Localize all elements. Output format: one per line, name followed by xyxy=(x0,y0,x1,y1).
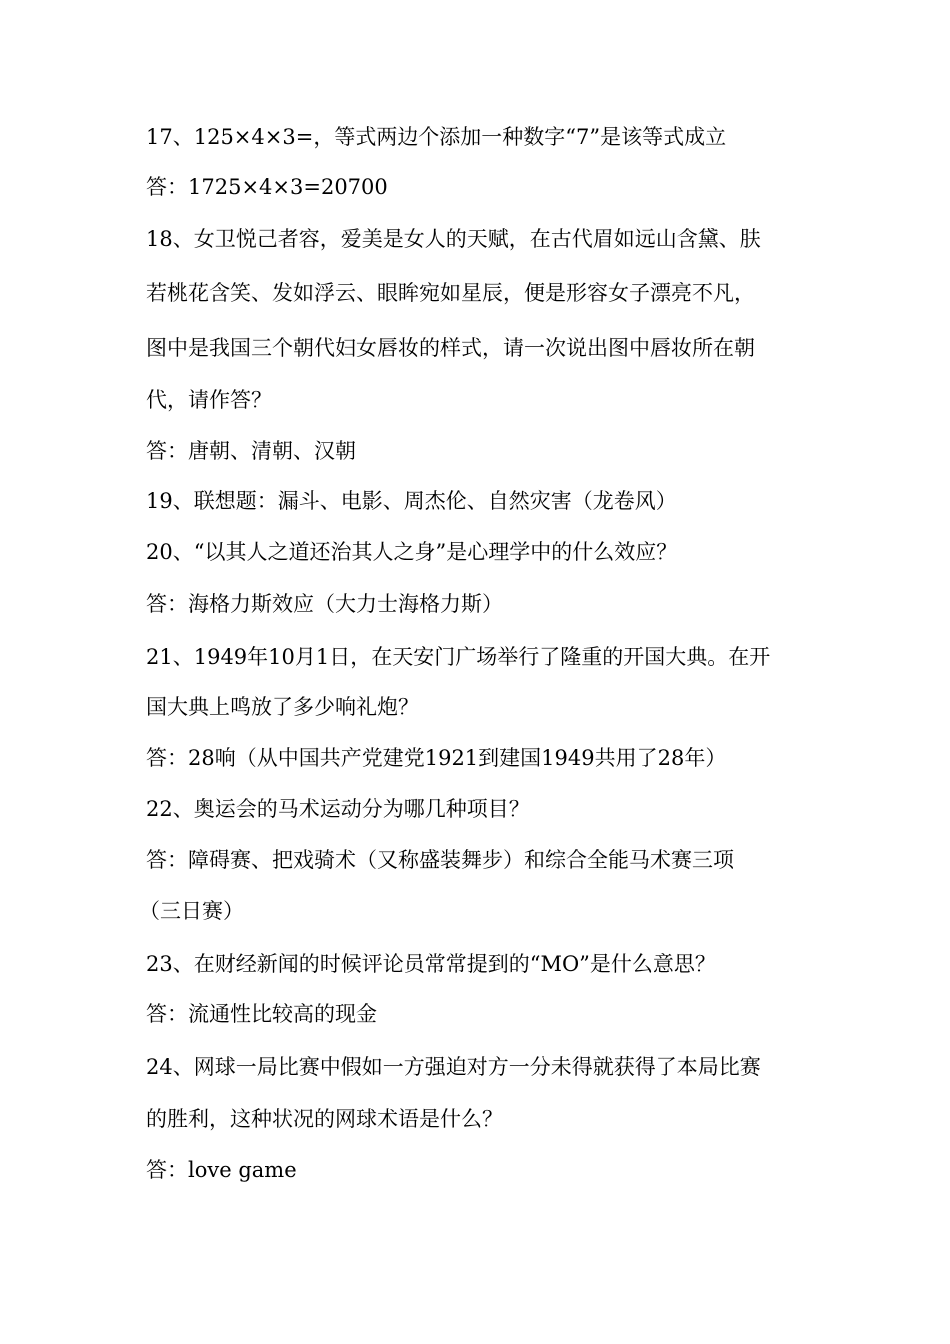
question-24-line-2: 的胜利，这种状况的网球术语是什么？ xyxy=(146,1107,503,1131)
answer-22-line-1: 答：障碍赛、把戏骑术（又称盛装舞步）和综合全能马术赛三项 xyxy=(146,848,734,872)
question-20: 20、“以其人之道还治其人之身”是心理学中的什么效应？ xyxy=(146,540,678,564)
answer-22-line-2: （三日赛） xyxy=(139,899,244,923)
question-18-line-4: 代，请作答？ xyxy=(146,388,272,412)
question-18-line-1: 18、女卫悦己者容，爱美是女人的天赋，在古代眉如远山含黛、肤 xyxy=(146,227,761,251)
question-19: 19、联想题：漏斗、电影、周杰伦、自然灾害（龙卷风） xyxy=(146,489,677,513)
answer-24: 答：love game xyxy=(146,1158,297,1182)
question-24-line-1: 24、网球一局比赛中假如一方强迫对方一分未得就获得了本局比赛 xyxy=(146,1055,761,1079)
answer-23: 答：流通性比较高的现金 xyxy=(146,1002,377,1026)
question-21-line-1: 21、1949年10月1日，在天安门广场举行了隆重的开国大典。在开 xyxy=(146,645,771,669)
question-22: 22、奥运会的马术运动分为哪几种项目？ xyxy=(146,797,530,821)
question-18-line-3: 图中是我国三个朝代妇女唇妆的样式，请一次说出图中唇妆所在朝 xyxy=(146,336,755,360)
question-23: 23、在财经新闻的时候评论员常常提到的“MO”是什么意思？ xyxy=(146,952,716,976)
answer-18: 答：唐朝、清朝、汉朝 xyxy=(146,439,356,463)
question-21-line-2: 国大典上鸣放了多少响礼炮？ xyxy=(146,695,419,719)
question-18-line-2: 若桃花含笑、发如浮云、眼眸宛如星辰，便是形容女子漂亮不凡， xyxy=(146,281,755,305)
answer-17: 答：1725×4×3=20700 xyxy=(146,175,388,199)
answer-20: 答：海格力斯效应（大力士海格力斯） xyxy=(146,592,503,616)
question-17: 17、125×4×3=，等式两边个添加一种数字“7”是该等式成立 xyxy=(146,125,727,149)
answer-21: 答：28响（从中国共产党建党1921到建国1949共用了28年） xyxy=(146,746,727,770)
